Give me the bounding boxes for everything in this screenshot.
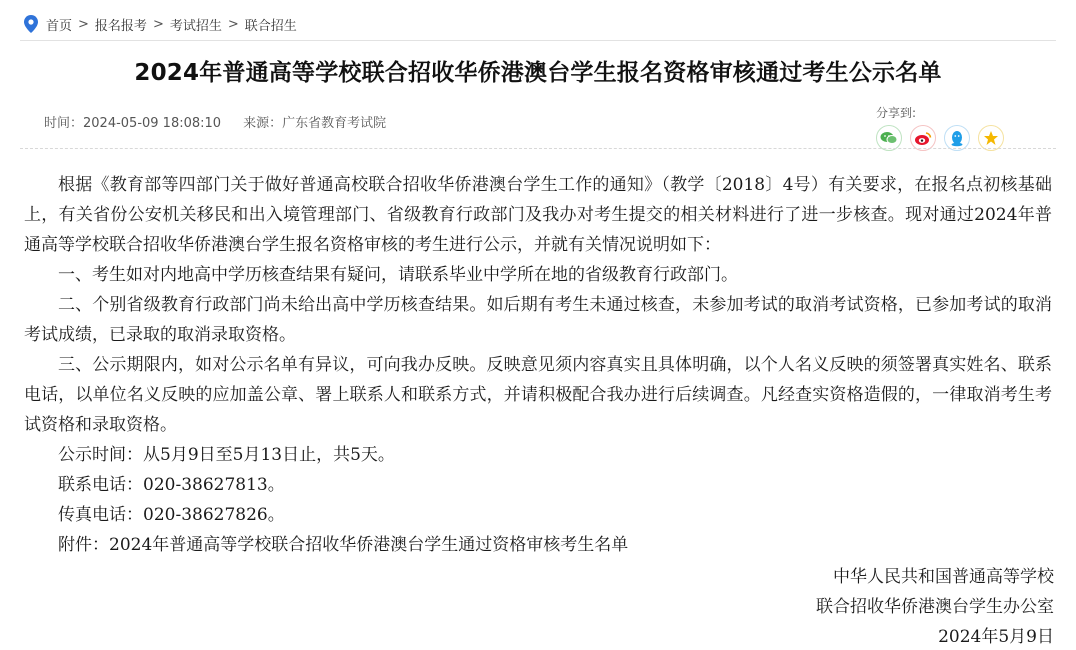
article-source: 来源：广东省教育考试院 bbox=[243, 116, 387, 131]
breadcrumb bbox=[24, 12, 297, 36]
signature-block bbox=[816, 562, 1054, 650]
breadcrumb-home[interactable]: 首页 bbox=[46, 18, 73, 34]
signature-line-1: 中华人民共和国普通高等学校 bbox=[833, 567, 1054, 587]
breadcrumb-separator: > bbox=[227, 16, 239, 32]
article-title: 2024年普通高等学校联合招收华侨港澳台学生报名资格审核通过考生公示名单 bbox=[134, 60, 942, 86]
breadcrumb-separator: > bbox=[78, 16, 89, 32]
signature-date: 2024年5月9日 bbox=[938, 627, 1054, 647]
fax-number: 传真电话：020-38627826。 bbox=[58, 505, 285, 525]
attachment-line bbox=[24, 530, 1052, 560]
share-bar bbox=[876, 104, 1004, 151]
breadcrumb-registration[interactable]: 报名报考 bbox=[94, 18, 147, 34]
location-pin-icon bbox=[24, 15, 38, 33]
article-meta bbox=[44, 112, 386, 131]
share-label: 分享到: bbox=[876, 106, 917, 120]
breadcrumb-joint-admission[interactable]: 联合招生 bbox=[244, 18, 297, 34]
breadcrumb-divider bbox=[20, 40, 1056, 41]
body-paragraph: 一、考生如对内地高中学历核查结果有疑问，请联系毕业中学所在地的省级教育行政部门。 bbox=[58, 265, 738, 285]
article-body bbox=[24, 170, 1052, 560]
breadcrumb-admissions[interactable]: 考试招生 bbox=[169, 18, 222, 34]
meta-divider bbox=[20, 148, 1056, 149]
publicity-period: 公示时间：从5月9日至5月13日止，共5天。 bbox=[58, 445, 395, 465]
publish-time: 时间：2024-05-09 18:08:10 bbox=[44, 116, 222, 131]
attachment-link[interactable]: 2024年普通高等学校联合招收华侨港澳台学生通过资格审核考生名单 bbox=[109, 535, 629, 555]
body-paragraph: 二、个别省级教育行政部门尚未给出高中学历核查结果。如后期有考生未通过核查，未参加考试的取消考试资格，已参加考试的取消考试成绩，已录取的取消录取资格。 bbox=[24, 295, 1052, 345]
signature-line-2: 联合招收华侨港澳台学生办公室 bbox=[816, 597, 1054, 617]
attachment-label: 附件： bbox=[58, 535, 109, 555]
contact-phone: 联系电话：020-38627813。 bbox=[58, 475, 285, 495]
body-paragraph: 三、公示期限内，如对公示名单有异议，可向我办反映。反映意见须内容真实且具体明确，以个人名义反映的须签署真实姓名、联系电话，以单位名义反映的应加盖公章、署上联系人和联系方式，并请积极配合我办进行后续调查。凡经查实资格造假的，一律取消考生考试资格和录取资格。 bbox=[24, 355, 1052, 435]
breadcrumb-separator: > bbox=[152, 16, 164, 32]
body-paragraph: 根据《教育部等四部门关于做好普通高校联合招收华侨港澳台学生工作的通知》（教学〔2018〕4号）有关要求，在报名点初核基础上，有关省份公安机关移民和出入境管理部门、省级教育行政部门及我办对考生提交的相关材料进行了进一步核查。现对通过2024年普通高等学校联合招收华侨港澳台学生报名资格审核的考生进行公示，并就有关情况说明如下： bbox=[24, 175, 1052, 255]
